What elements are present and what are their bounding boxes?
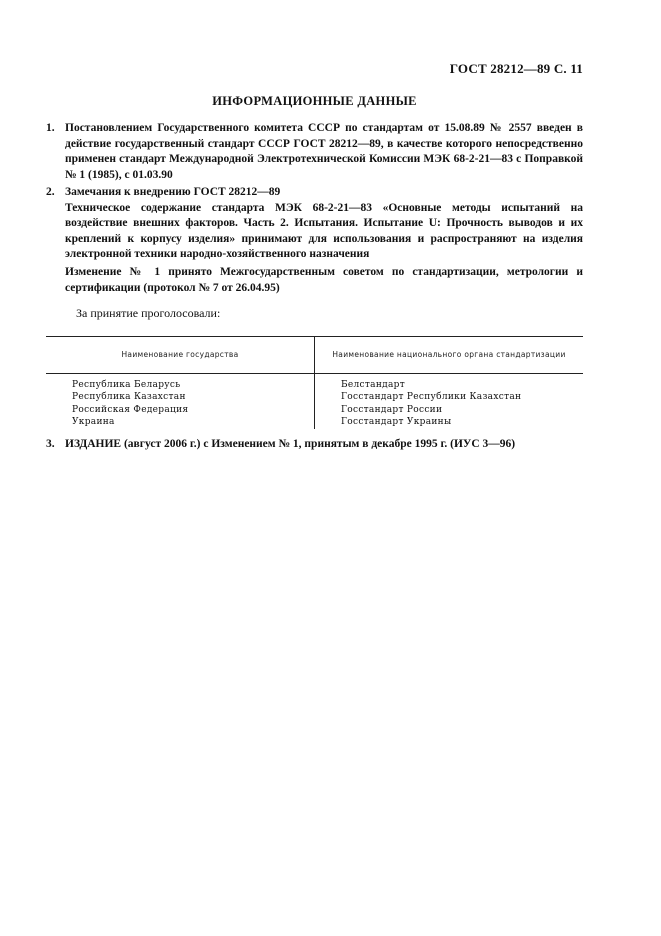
document-title: ИНФОРМАЦИОННЫЕ ДАННЫЕ (212, 94, 417, 108)
section-text: Постановлением Государственного комитета СССР по стандартам от 15.08.89 № 2557 введен в действие государственный стандарт СССР ГОСТ 28212—89, в качестве которого непосредственно применен стандарт Международной Электротехнической Комиссии МЭК 68-2-21—83 с Поправкой № 1 (1985), с 01.03.90 (65, 122, 583, 181)
column-header-body (315, 337, 584, 374)
state-list (46, 374, 315, 429)
state-name: Республика Казахстан (72, 392, 186, 403)
section-number: 1. (46, 122, 55, 134)
table-row (46, 374, 583, 429)
section-2 (46, 185, 583, 263)
column-header-state: Наименование государства (46, 337, 315, 374)
amendment-note: Изменение № 1 принято Межгосударственным советом по стандартизации, метрологии и сертификации (протокол № 7 от 26.04.95) (65, 266, 583, 294)
state-name: Российская Федерация (72, 404, 189, 415)
body-list (315, 374, 584, 429)
standards-body-name: Госстандарт Украины (341, 417, 452, 428)
column-header-body-line1: Наименование национального (332, 350, 462, 359)
state-name: Республика Беларусь (72, 380, 181, 390)
state-name: Украина (72, 417, 115, 428)
page-header-reference: ГОСТ 28212—89 С. 11 (449, 61, 583, 76)
section-text: Техническое содержание стандарта МЭК 68-2-21—83 «Основные методы испытаний на воздействие внешних факторов. Часть 2. Испытания. Испытание U: Прочность выводов и их креплений к корпусу изделия» принимают для использования и распространяют на изделия электронной техники народно-хозяйственного назначения (65, 201, 583, 261)
section-heading: Замечания к внедрению ГОСТ 28212—89 (65, 186, 281, 198)
voted-label: За принятие проголосовали: (76, 306, 221, 320)
section-text: ИЗДАНИЕ (август 2006 г.) с Изменением № 1, принятым в декабре 1995 г. (ИУС 3—96) (65, 438, 516, 450)
standards-body-name: Госстандарт России (341, 404, 443, 415)
standards-body-name: Госстандарт Республики Казахстан (341, 392, 522, 403)
table-header-row (46, 337, 583, 374)
voting-table (46, 336, 583, 429)
section-number: 3. (46, 438, 55, 450)
section-number: 2. (46, 186, 55, 198)
column-header-body-line2: органа стандартизации (464, 350, 566, 359)
standards-body-name: Белстандарт (341, 380, 405, 390)
section-3 (46, 437, 583, 453)
section-1 (46, 121, 583, 183)
